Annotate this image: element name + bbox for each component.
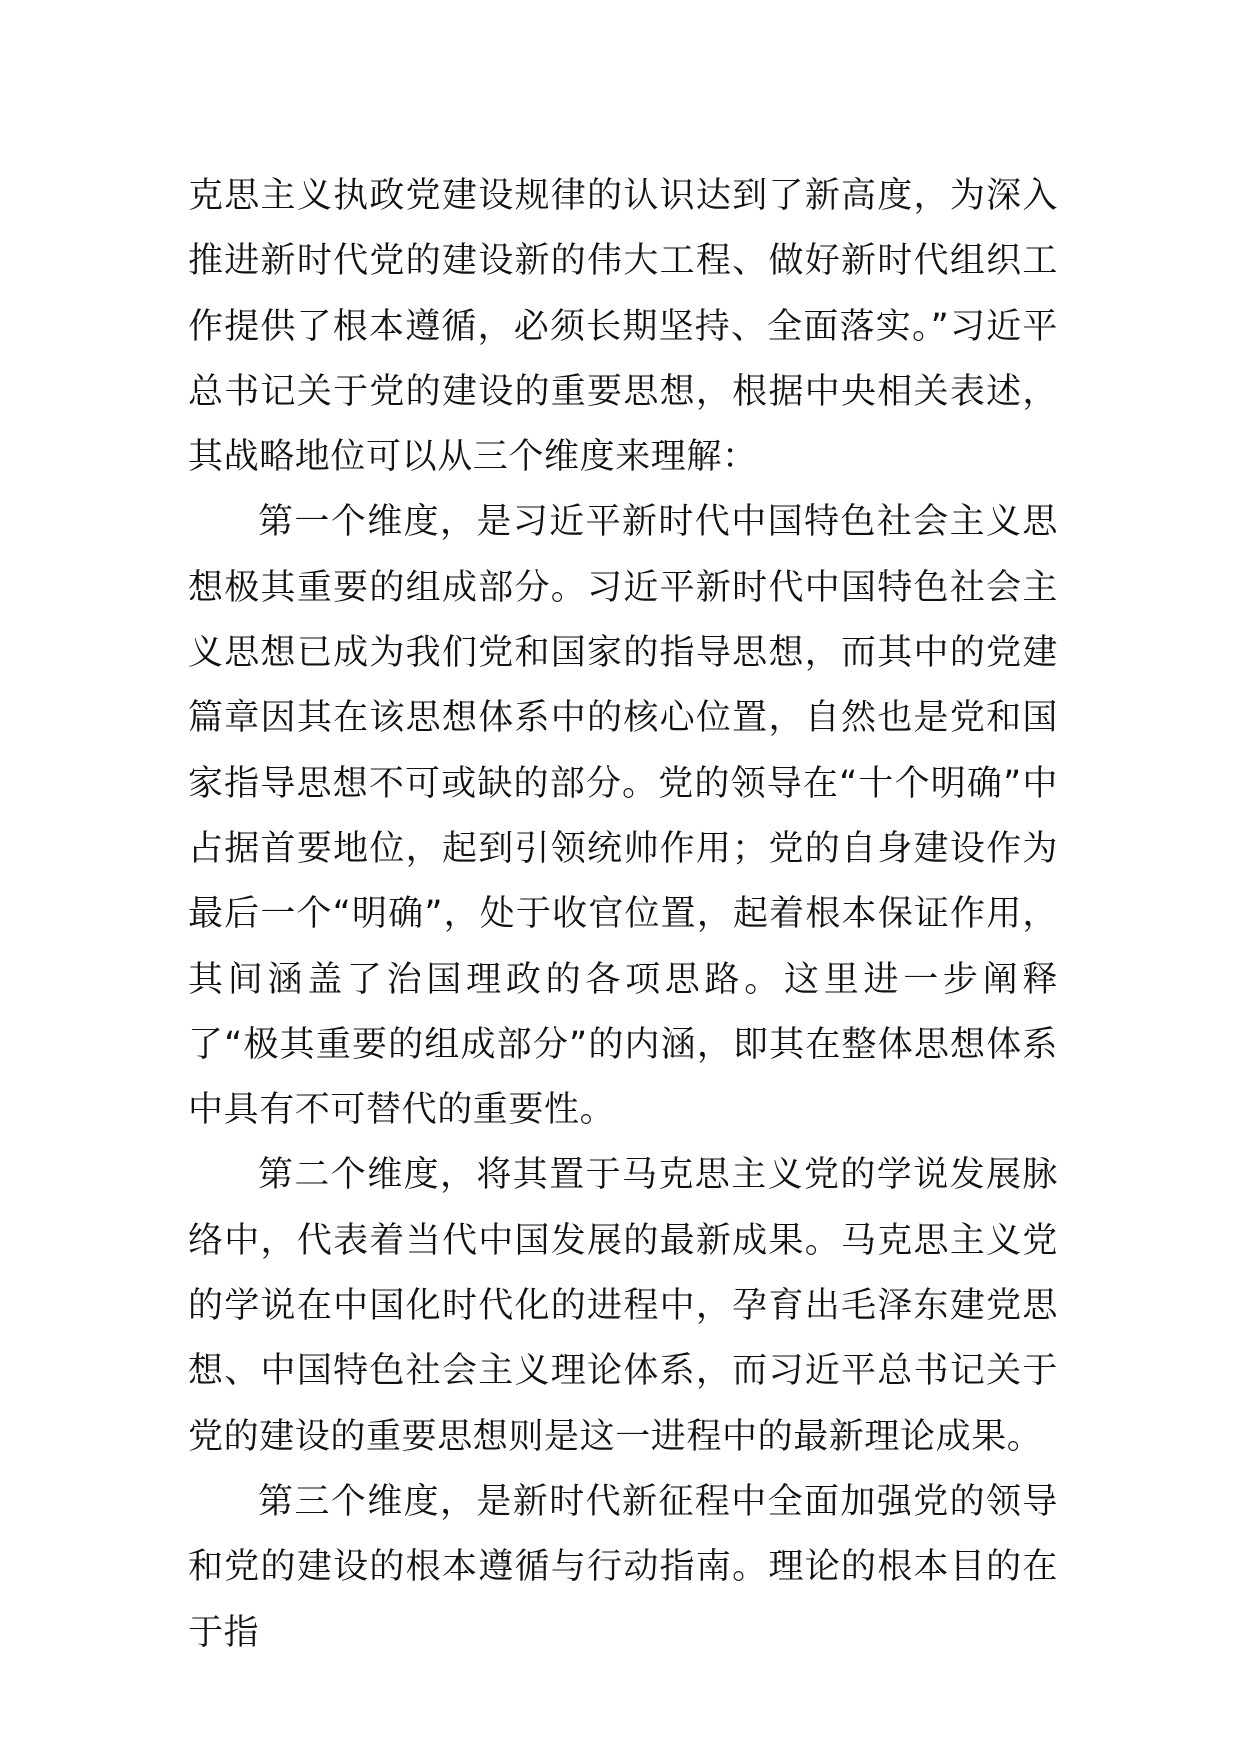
paragraph-third-dimension: 第三个维度，是新时代新征程中全面加强党的领导和党的建设的根本遵循与行动指南。理论的根本目的在于指 <box>188 1481 1058 1653</box>
document-body <box>188 164 1058 1666</box>
paragraph-second-dimension: 第二个维度，将其置于马克思主义党的学说发展脉络中，代表着当代中国发展的最新成果。马克思主义党的学说在中国化时代化的进程中，孕育出毛泽东建党思想、中国特色社会主义理论体系，而习近平总书记关于党的建设的重要思想则是这一进程中的最新理论成果。 <box>188 1155 1058 1457</box>
paragraph-continuation: 克思主义执政党建设规律的认识达到了新高度，为深入推进新时代党的建设新的伟大工程、做好新时代组织工作提供了根本遵循，必须长期坚持、全面落实。”习近平总书记关于党的建设的重要思想，根据中央相关表述，其战略地位可以从三个维度来理解： <box>188 176 1058 478</box>
paragraph-first-dimension: 第一个维度，是习近平新时代中国特色社会主义思想极其重要的组成部分。习近平新时代中国特色社会主义思想已成为我们党和国家的指导思想，而其中的党建篇章因其在该思想体系中的核心位置，自然也是党和国家指导思想不可或缺的部分。党的领导在“十个明确”中占据首要地位，起到引领统帅作用；党的自身建设作为最后一个“明确”，处于收官位置，起着根本保证作用，其间涵盖了治国理政的各项思路。这里进一步阐释了“极其重要的组成部分”的内涵，即其在整体思想体系中具有不可替代的重要性。 <box>188 502 1058 1131</box>
